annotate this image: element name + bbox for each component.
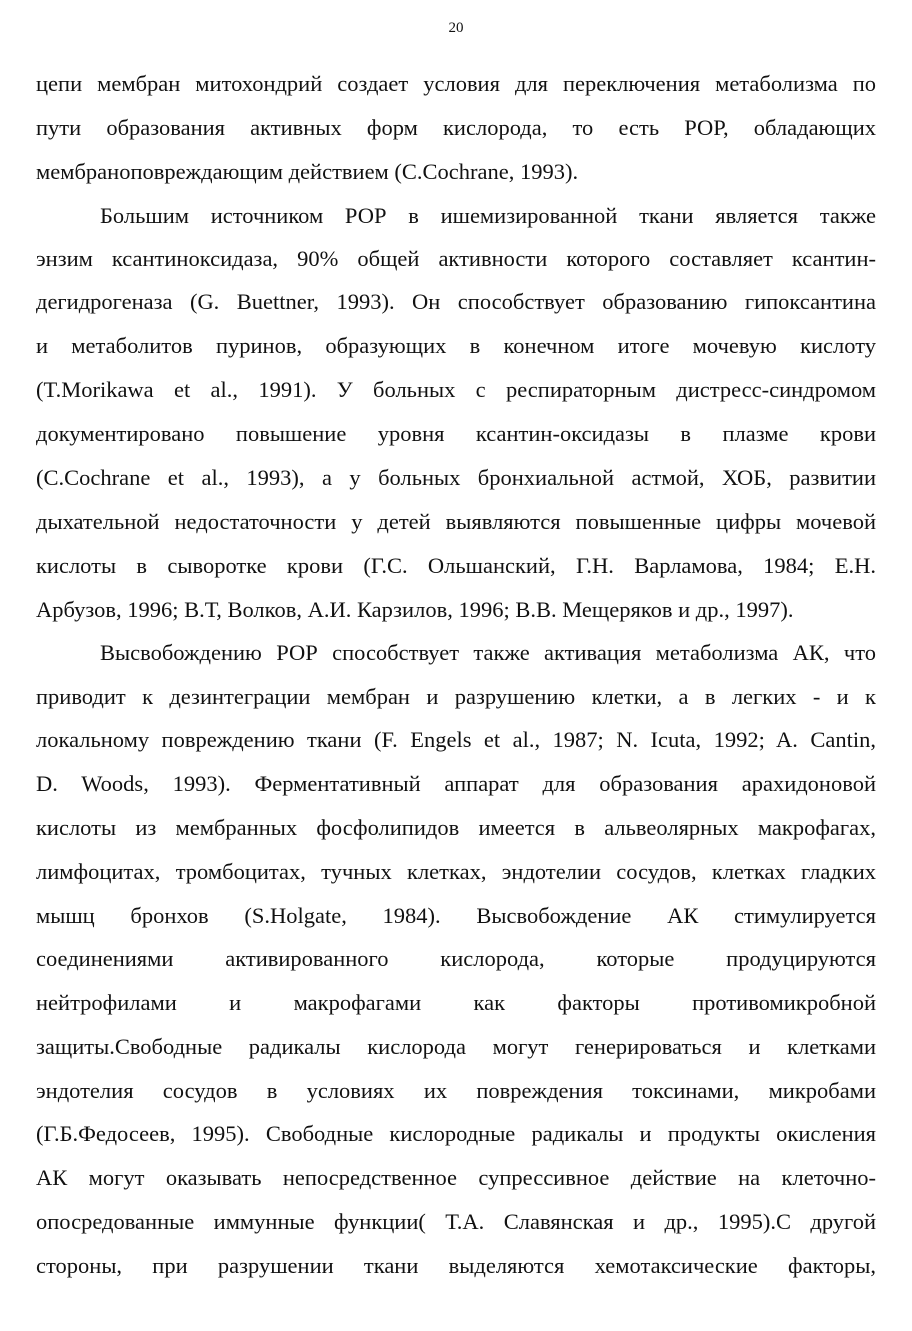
text-line: эндотелия сосудов в условиях их повреждения токсинами, микробами: [36, 1078, 876, 1103]
text-line: кислоты из мембранных фосфолипидов имеется в альвеолярных макрофагах,: [36, 815, 876, 840]
text-line: приводит к дезинтеграции мембран и разрушению клетки, а в легких - и к: [36, 684, 876, 709]
text-line: кислоты в сыворотке крови (Г.С. Ольшанский, Г.Н. Варламова, 1984; Е.Н.: [36, 553, 876, 578]
text-line: локальному повреждению ткани (F. Engels et al., 1987; N. Icuta, 1992; A. Cantin,: [36, 727, 876, 752]
text-line: дегидрогеназа (G. Buettner, 1993). Он способствует образованию гипоксантина: [36, 289, 876, 314]
text-line: лимфоцитах, тромбоцитах, тучных клетках, эндотелии сосудов, клетках гладких: [36, 859, 876, 884]
text-line: Большим источником РОР в ишемизированной ткани является также: [100, 203, 876, 228]
text-line: цепи мембран митохондрий создает условия для переключения метаболизма по: [36, 71, 876, 96]
text-line: защиты.Свободные радикалы кислорода могут генерироваться и клетками: [36, 1034, 876, 1059]
text-line: энзим ксантиноксидаза, 90% общей активности которого составляет ксантин-: [36, 246, 876, 271]
page-number: 20: [448, 20, 464, 36]
text-line: дыхательной недостаточности у детей выявляются повышенные цифры мочевой: [36, 509, 876, 534]
text-line: (C.Cochrane et al., 1993), а у больных бронхиальной астмой, ХОБ, развитии: [36, 465, 876, 490]
text-line: документировано повышение уровня ксантин-оксидазы в плазме крови: [36, 421, 876, 446]
text-line: АК могут оказывать непосредственное супрессивное действие на клеточно-: [36, 1165, 876, 1190]
text-line: стороны, при разрушении ткани выделяются хемотаксические факторы,: [36, 1253, 876, 1278]
text-line: мембраноповреждающим действием (C.Cochrane, 1993).: [36, 159, 579, 184]
text-line: и метаболитов пуринов, образующих в конечном итоге мочевую кислоту: [36, 333, 876, 358]
text-line: мышц бронхов (S.Holgate, 1984). Высвобождение АК стимулируется: [36, 903, 876, 928]
text-line: (T.Morikawa et al., 1991). У больных с респираторным дистресс-синдромом: [36, 377, 876, 402]
text-line: Высвобождению РОР способствует также активация метаболизма АК, что: [100, 640, 876, 665]
text-line: (Г.Б.Федосеев, 1995). Свободные кислородные радикалы и продукты окисления: [36, 1121, 876, 1146]
text-line: соединениями активированного кислорода, которые продуцируются: [36, 946, 876, 971]
text-line: пути образования активных форм кислорода, то есть РОР, обладающих: [36, 115, 876, 140]
text-line: опосредованные иммунные функции( Т.А. Славянская и др., 1995).С другой: [36, 1209, 876, 1234]
text-line: D. Woods, 1993). Ферментативный аппарат для образования арахидоновой: [36, 771, 876, 796]
text-line: нейтрофилами и макрофагами как факторы противомикробной: [36, 990, 876, 1015]
text-line: Арбузов, 1996; В.Т, Волков, А.И. Карзилов, 1996; В.В. Мещеряков и др., 1997).: [36, 597, 794, 622]
